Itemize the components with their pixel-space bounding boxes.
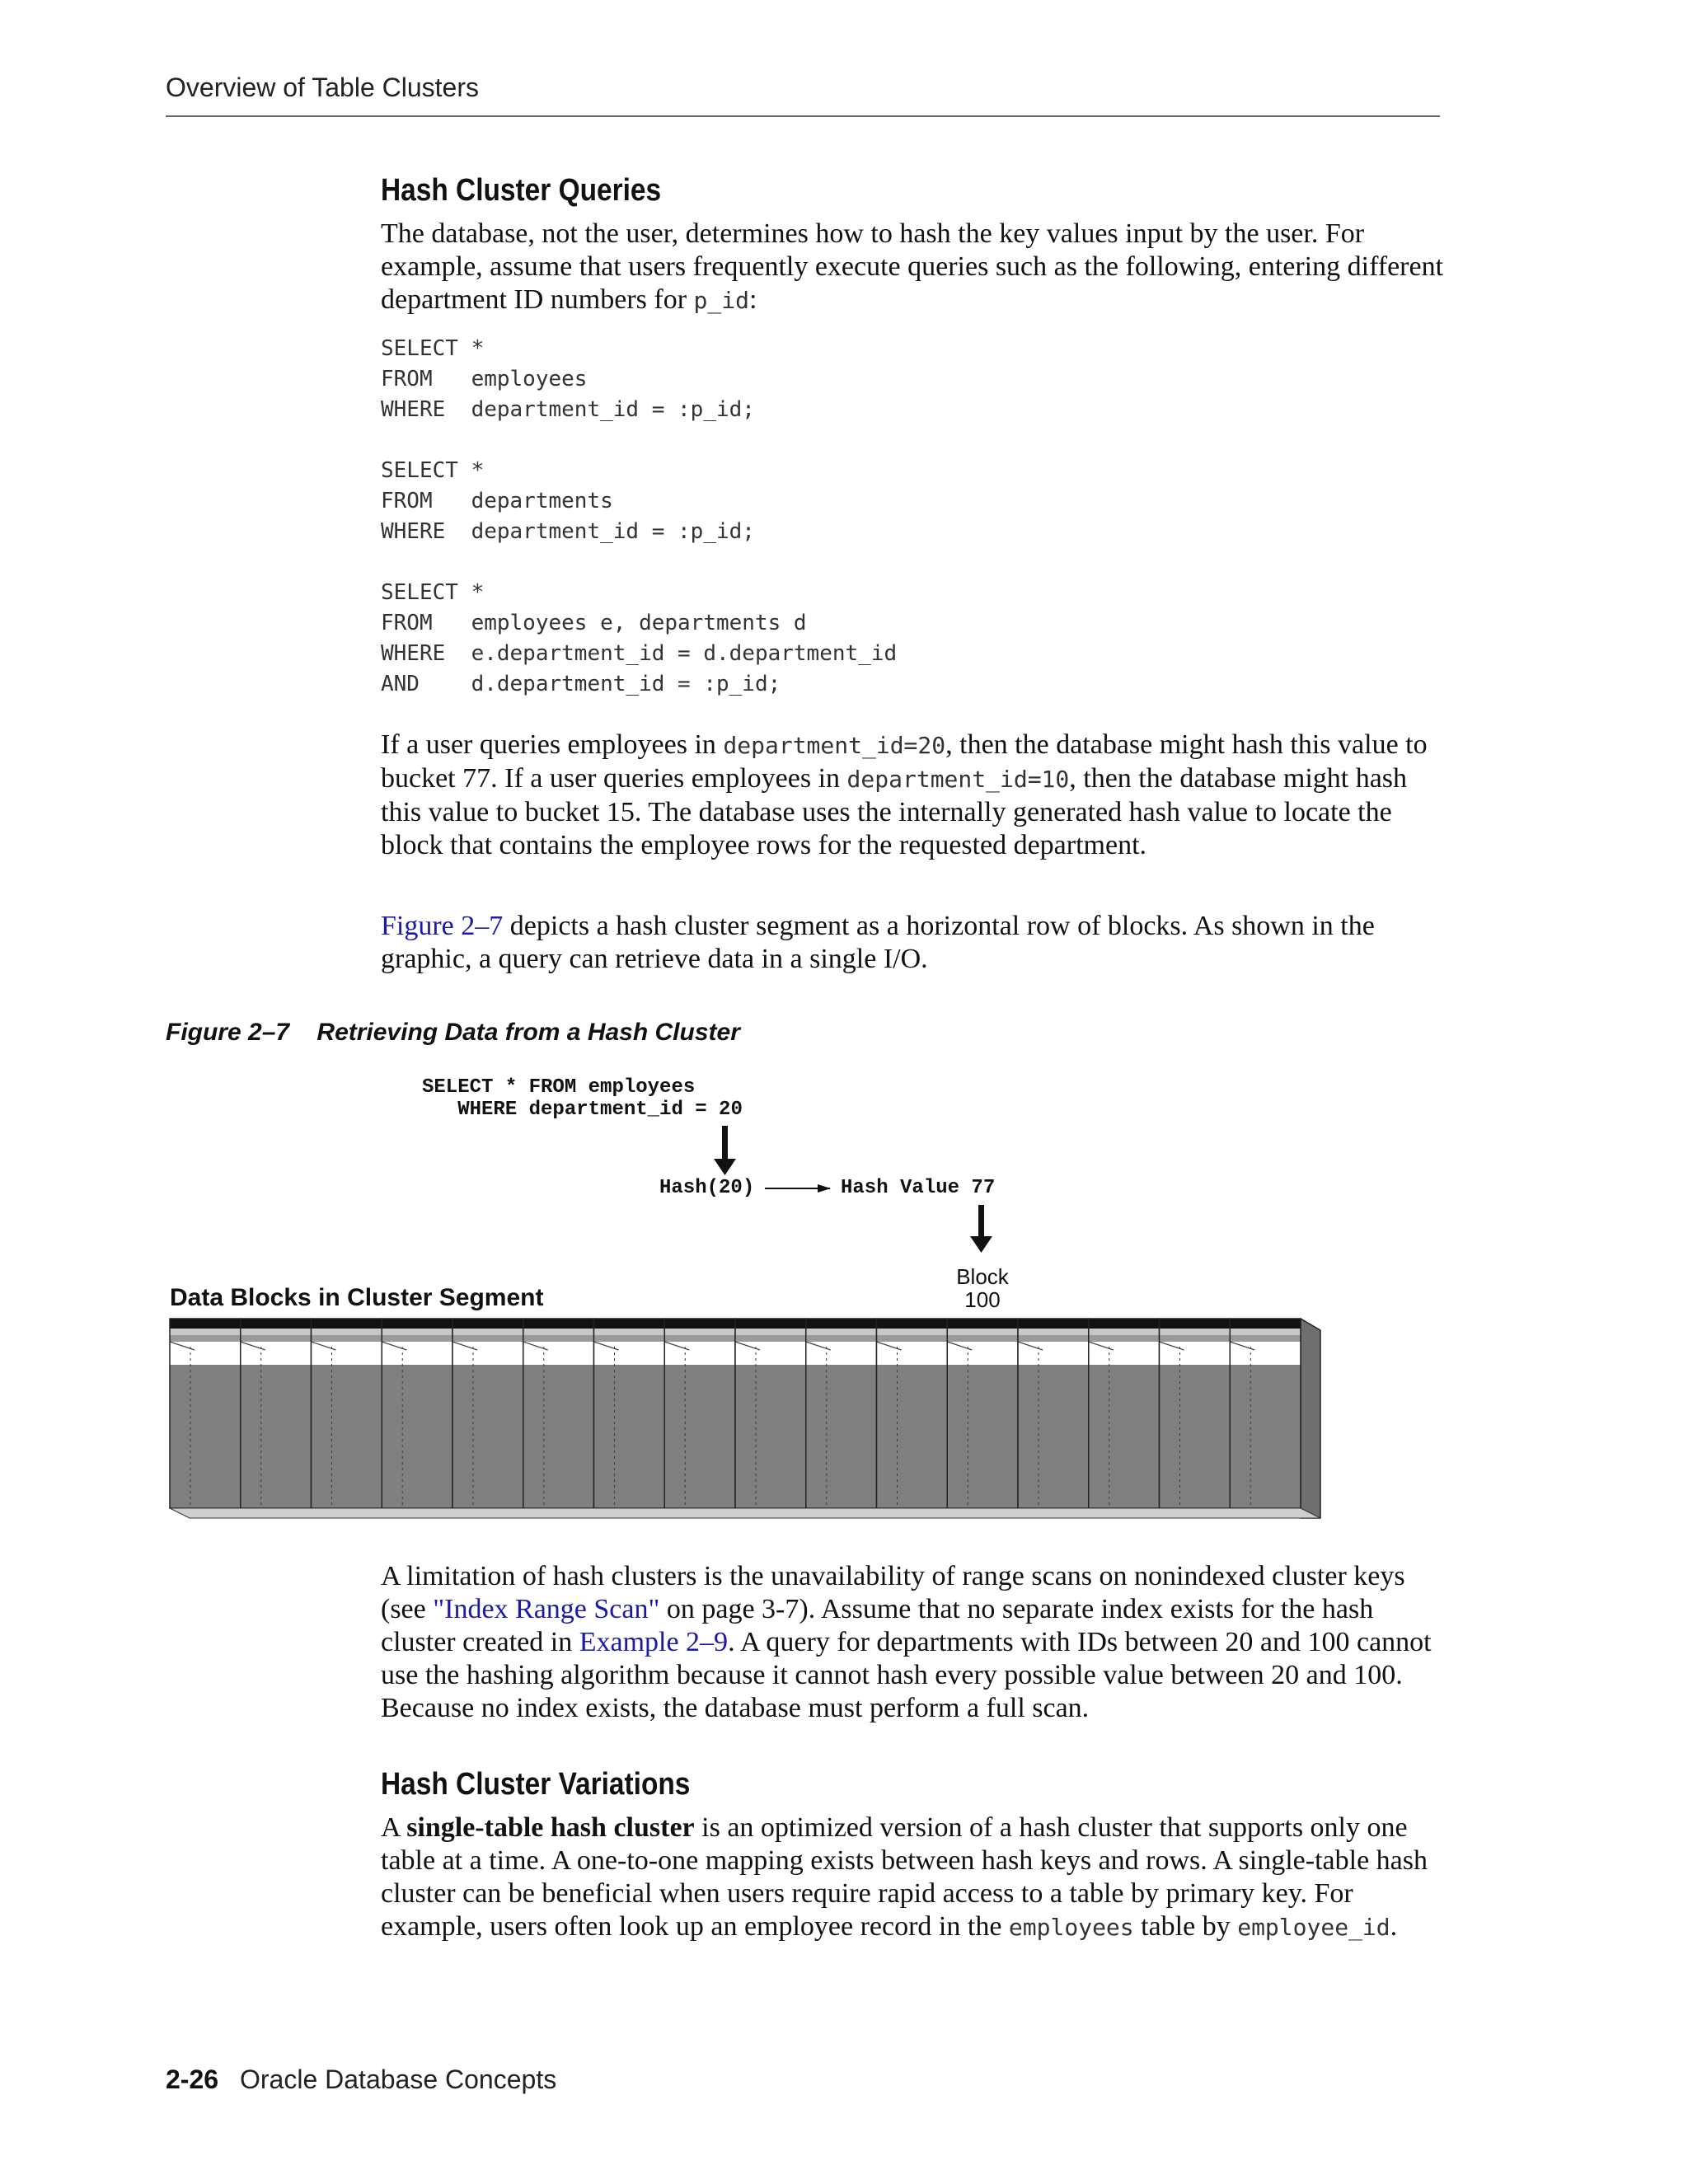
p5-text-4: . bbox=[1390, 1911, 1398, 1942]
segment-floor bbox=[170, 1508, 1320, 1518]
book-title: Oracle Database Concepts bbox=[240, 2064, 557, 2094]
code-listing: SELECT * FROM employees WHERE department_id = :p_id; SELECT * FROM departments WHERE department_id = :p_id; SELECT * FROM employees e, departments d WHERE e.department_id = d.department_id AND d.department_id = :p_id; bbox=[381, 336, 898, 696]
data-block bbox=[594, 1319, 665, 1508]
p2-text-3: , then the database might hash this value to bucket 15. The database uses the internally generated hash value to locate the block that contains the employee rows for the requested department. bbox=[381, 763, 1408, 860]
p2-text-2: , then the database might hash this value to bucket 77. If a user queries employees in bbox=[381, 729, 1428, 794]
page-number: 2-26 bbox=[166, 2064, 219, 2094]
p3-text: depicts a hash cluster segment as a horizontal row of blocks. As shown in the graphic, a query can retrieve data in a single I/O. bbox=[381, 911, 1375, 974]
intro-text: The database, not the user, determines how to hash the key values input by the user. For example, assume that users frequently execute queries such as the following, entering different department ID numbers for bbox=[381, 218, 1444, 315]
segment-label: Data Blocks in Cluster Segment bbox=[170, 1284, 544, 1311]
cluster-segment-diagram bbox=[165, 1317, 1327, 1521]
example-2-9-link[interactable]: Example 2–9 bbox=[579, 1627, 729, 1657]
data-block bbox=[452, 1319, 523, 1508]
data-block bbox=[1160, 1319, 1231, 1508]
figure-caption: Figure 2–7 Retrieving Data from a Hash Cluster bbox=[166, 1019, 740, 1046]
p4-text-2: on page 3-7). Assume that no separate index exists for the hash cluster created in bbox=[381, 1594, 1374, 1657]
p5-code-employee-id: employee_id bbox=[1237, 1914, 1390, 1941]
down-arrow-value-to-block bbox=[970, 1205, 992, 1253]
section-heading-hash-cluster-queries: Hash Cluster Queries bbox=[381, 173, 662, 208]
p5-code-employees: employees bbox=[1008, 1914, 1134, 1941]
data-block bbox=[523, 1319, 594, 1508]
data-block bbox=[664, 1319, 735, 1508]
data-block bbox=[877, 1319, 948, 1508]
segment-end-face bbox=[1301, 1319, 1320, 1518]
range-scan-paragraph bbox=[381, 1560, 1452, 1725]
p2-text-1: If a user queries employees in bbox=[381, 729, 724, 760]
data-block bbox=[312, 1319, 382, 1508]
intro-end: : bbox=[748, 284, 757, 315]
p5-text-1: A bbox=[381, 1812, 407, 1843]
data-block bbox=[1018, 1319, 1089, 1508]
hash-value-label: Hash Value 77 bbox=[841, 1177, 996, 1199]
data-block bbox=[241, 1319, 312, 1508]
down-arrow-query-to-hash bbox=[714, 1126, 736, 1175]
single-table-paragraph bbox=[381, 1811, 1452, 1944]
data-block bbox=[382, 1319, 452, 1508]
data-block bbox=[170, 1319, 241, 1508]
data-block bbox=[1089, 1319, 1160, 1508]
hash-function-label: Hash(20) bbox=[659, 1177, 755, 1199]
p4-text-1: A limitation of hash clusters is the unavailability of range scans on nonindexed cluster keys (see bbox=[381, 1561, 1405, 1624]
p5-text-3: table by bbox=[1133, 1911, 1238, 1942]
index-range-scan-link[interactable]: "Index Range Scan" bbox=[433, 1594, 660, 1624]
p2-code-1: department_id=20 bbox=[723, 732, 946, 759]
single-table-hash-cluster-term: single-table hash cluster bbox=[406, 1812, 695, 1843]
data-block bbox=[947, 1319, 1018, 1508]
section-heading-hash-cluster-variations: Hash Cluster Variations bbox=[381, 1767, 691, 1802]
p4-text-3: . A query for departments with IDs between 20 and 100 cannot use the hashing algorithm because it cannot hash every possible value between 20 and 100. Because no index exists, the database must perform a full scan. bbox=[381, 1627, 1432, 1723]
data-block bbox=[735, 1319, 806, 1508]
figure-query-text: SELECT * FROM employees WHERE department_id = 20 bbox=[422, 1076, 743, 1121]
p2-code-2: department_id=10 bbox=[846, 766, 1070, 793]
running-header: Overview of Table Clusters bbox=[166, 73, 479, 102]
figure-2-7-link[interactable]: Figure 2–7 bbox=[381, 911, 504, 941]
intro-code-p-id: p_id bbox=[693, 287, 749, 314]
data-block bbox=[1230, 1319, 1301, 1508]
p5-text-2: is an optimized version of a hash cluster that supports only one table at a time. A one-to-one mapping exists between hash keys and rows. A single-table hash cluster can be beneficial when users require rapid access to a table by primary key. For example, users often look up an employee record in the bbox=[381, 1812, 1428, 1942]
block-100-label: Block 100 bbox=[956, 1264, 1009, 1312]
data-block bbox=[806, 1319, 877, 1508]
